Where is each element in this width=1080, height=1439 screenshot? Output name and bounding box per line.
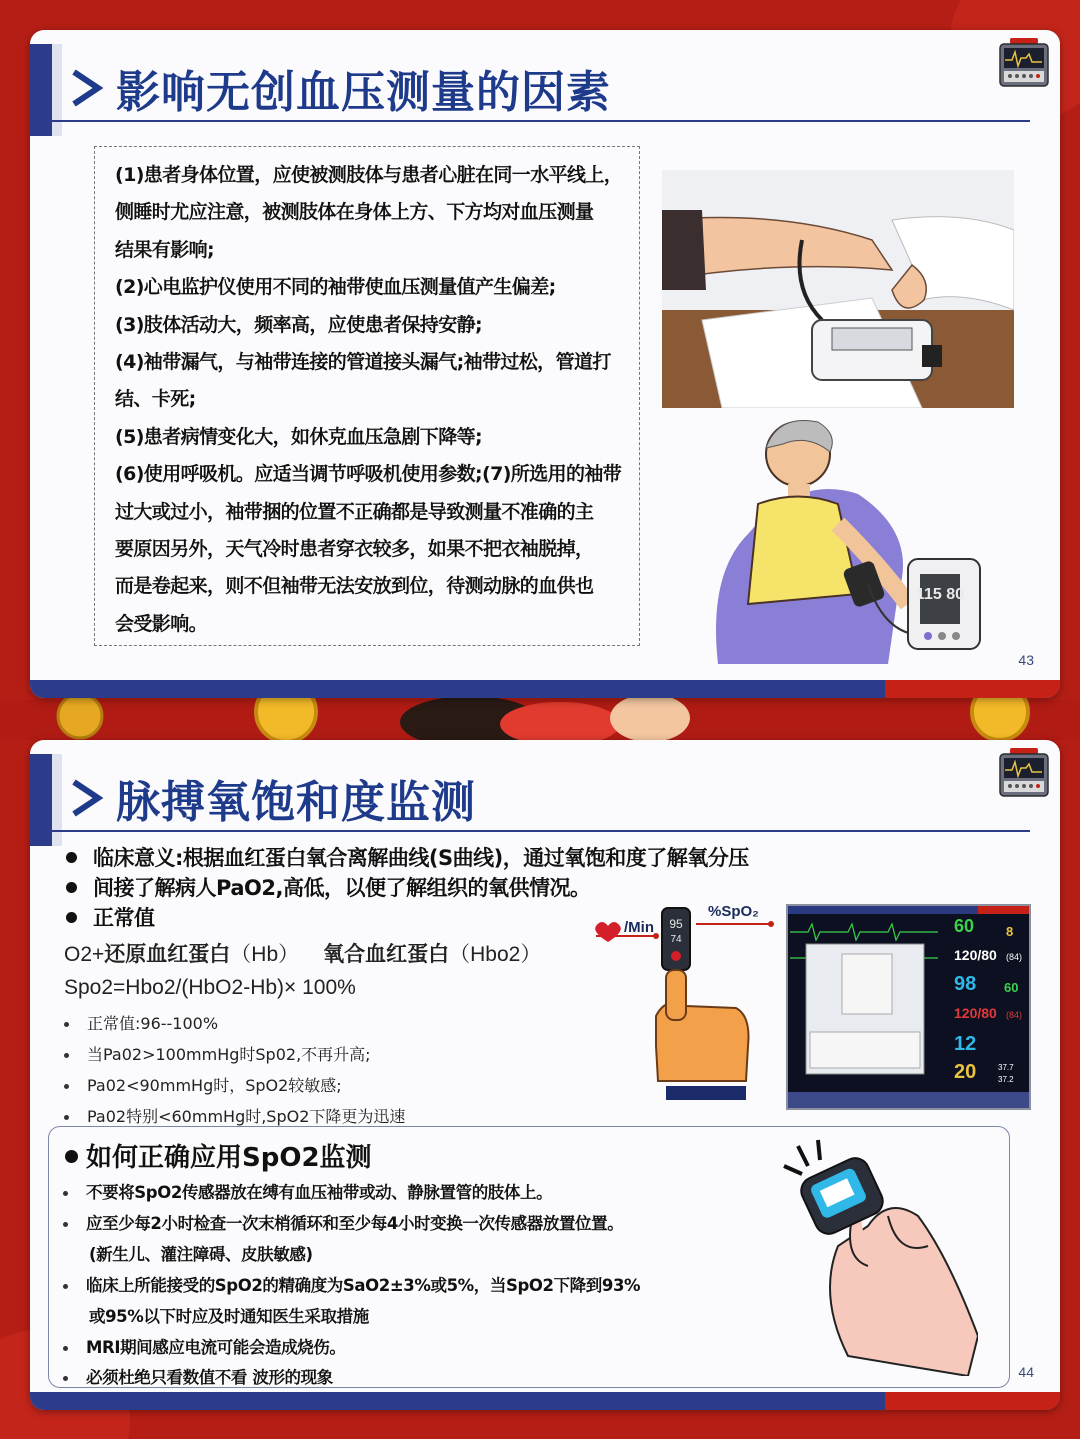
how-item-text: 应至少每2小时检查一次末梢循环和至少每4小时变换一次传感器放置位置。 [86, 1214, 624, 1233]
how-item [63, 1364, 333, 1388]
sub-bullet-text: 正常值:96--100% [87, 1014, 219, 1033]
formula-part: 还原血红蛋白 [104, 943, 231, 966]
slide-title: 脉搏氧饱和度监测 [116, 777, 476, 828]
corner-tab-accent [52, 44, 62, 136]
monitor-bp: 120/80 [954, 947, 997, 963]
factor-line: 而是卷起来，则不但袖带无法安放到位，待测动脉的血供也 [115, 575, 594, 598]
monitor-rr: 12 [954, 1033, 977, 1055]
factor-line: 结果有影响; [115, 238, 214, 261]
monitor-spo2: 98 [954, 973, 977, 995]
bullet-icon [65, 1150, 78, 1163]
how-item [63, 1334, 345, 1358]
monitor-map2: (84) [1006, 1010, 1023, 1020]
factor-line: (4)袖带漏气，与袖带连接的管道接头漏气;袖带过松，管道打 [115, 351, 611, 374]
bullet-icon [64, 1084, 69, 1089]
formula-part: 氧合血红蛋白 [323, 943, 450, 966]
bullet-icon [63, 1346, 68, 1351]
bullet-normal-value [66, 902, 155, 932]
corner-tab-accent [52, 754, 62, 846]
factors-box [94, 146, 640, 646]
factor-line: 侧睡时尤应注意，被测肢体在身体上方、下方均对血压测量 [115, 201, 594, 224]
bullet-text: 正常值 [93, 906, 155, 930]
slide-title: 影响无创血压测量的因素 [116, 67, 611, 118]
formula-part: O2+ [64, 943, 105, 966]
how-item-text: 必须杜绝只看数值不看 波形的现象 [86, 1368, 333, 1387]
bullet-clinical-meaning [66, 842, 749, 872]
factor-line: (1)患者身体位置，应使被测肢体与患者心脏在同一水平线上， [115, 164, 623, 186]
how-item [63, 1272, 640, 1296]
sub-bullet-text: Pa02<90mmHg时，SpO2较敏感; [87, 1076, 342, 1095]
sub-bullet [64, 1104, 405, 1127]
slide-header [70, 766, 476, 830]
page-number: 43 [1018, 652, 1034, 668]
how-item-continuation: (新生儿、灌注障碍、皮肤敏感) [89, 1245, 313, 1264]
factor-line: 会受影响。 [115, 612, 208, 635]
monitor-temp: 20 [954, 1061, 977, 1083]
hand-pulse-oximeter-illustration [778, 1136, 978, 1376]
page-number: 44 [1018, 1364, 1034, 1380]
corner-tab [30, 44, 52, 136]
how-item [63, 1210, 623, 1234]
how-to-title [65, 1137, 372, 1174]
how-item-continuation: 或95%以下时应及时通知医生采取措施 [89, 1307, 369, 1326]
finger-oximeter-illustration [586, 896, 781, 1106]
formula-part: （Hb） [230, 943, 300, 966]
slide-header [70, 56, 611, 120]
arrow-right-icon [70, 68, 104, 108]
bullet-icon [64, 1022, 69, 1027]
hemoglobin-formula [64, 938, 541, 968]
sub-bullet [64, 1011, 218, 1034]
patient-monitor-icon [998, 36, 1050, 90]
slide-spo2-monitoring [30, 740, 1060, 1410]
sub-bullet-text: 当Pa02>100mmHg时Sp02,不再升高; [87, 1045, 371, 1064]
how-item-text: 不要将SpO2传感器放在缚有血压袖带或动、静脉置管的肢体上。 [86, 1183, 553, 1202]
bottom-band-accent [885, 1392, 1060, 1410]
bullet-icon [63, 1191, 68, 1196]
patient-monitor-icon [998, 746, 1050, 800]
arrow-right-icon [70, 778, 104, 818]
monitor-pr: 60 [1004, 980, 1019, 995]
spo2-formula: Spo2=Hbo2/(HbO2-Hb)× 100% [64, 976, 356, 999]
bullet-icon [66, 852, 77, 863]
title-divider [52, 830, 1030, 832]
oximeter-value-top: 95 [669, 917, 683, 931]
factor-line: (2)心电监护仪使用不同的袖带使血压测量值产生偏差; [115, 276, 556, 299]
monitor-map: (84) [1006, 952, 1023, 962]
bullet-icon [66, 882, 77, 893]
bullet-icon [63, 1284, 68, 1289]
oximeter-value-bottom: 74 [670, 934, 682, 945]
sub-bullet-text: Pa02特别<60mmHg时,SpO2下降更为迅速 [87, 1107, 406, 1126]
factor-line: 要原因另外，天气冷时患者穿衣较多，如果不把衣袖脱掉， [115, 538, 594, 561]
spo2-label: %SpO₂ [708, 903, 759, 920]
bullet-text: 临床意义:根据血红蛋白氧合离解曲线(S曲线)，通过氧饱和度了解氧分压 [93, 846, 749, 870]
monitor-t2: 37.2 [998, 1075, 1014, 1084]
monitor-display [788, 906, 1029, 1108]
how-item-text: 临床上所能接受的SpO2的精确度为SaO2±3%或5%，当SpO2下降到93% [86, 1276, 641, 1295]
monitor-value: 8 [1006, 924, 1014, 939]
factor-line: (5)患者病情变化大，如休克血压急剧下降等; [115, 425, 482, 448]
title-divider [52, 120, 1030, 122]
monitor-t1: 37.7 [998, 1063, 1014, 1072]
sub-bullet [64, 1073, 342, 1096]
bullet-pao2 [66, 872, 590, 902]
monitor-hr: 60 [954, 916, 975, 936]
factor-line: 过大或过小，袖带捆的位置不正确都是导致测量不准确的主 [115, 500, 594, 523]
bullet-icon [66, 912, 77, 923]
patient-bp-monitor-illustration [688, 414, 988, 664]
factor-line: 结、卡死; [115, 388, 196, 411]
bullet-icon [63, 1222, 68, 1227]
bullet-icon [64, 1115, 69, 1120]
factor-line: (3)肢体活动大，频率高，应使患者保持安静; [115, 313, 482, 336]
bullet-icon [63, 1376, 68, 1381]
how-to-title-text: 如何正确应用SpO2监测 [86, 1143, 372, 1173]
bp-cuff-arm-illustration [662, 170, 1014, 408]
device-display-text: 115 80 [915, 586, 965, 603]
factor-line: (6)使用呼吸机。应适当调节呼吸机使用参数;(7)所选用的袖带 [115, 463, 622, 486]
slide-nibp-factors [30, 30, 1060, 698]
monitor-bp2: 120/80 [954, 1005, 997, 1021]
heart-icon [595, 922, 621, 942]
bullet-text: 间接了解病人PaO2,高低，以便了解组织的氧供情况。 [93, 876, 591, 900]
bullet-icon [64, 1053, 69, 1058]
how-item [63, 1179, 552, 1203]
bottom-band-accent [885, 680, 1060, 698]
how-item-text: MRI期间感应电流可能会造成烧伤。 [86, 1338, 346, 1357]
pulse-label: /Min [624, 919, 654, 936]
sub-bullet [64, 1042, 371, 1065]
formula-part: （Hbo2） [449, 943, 542, 966]
corner-tab [30, 754, 52, 846]
bedside-monitor-screenshot [786, 904, 1031, 1110]
